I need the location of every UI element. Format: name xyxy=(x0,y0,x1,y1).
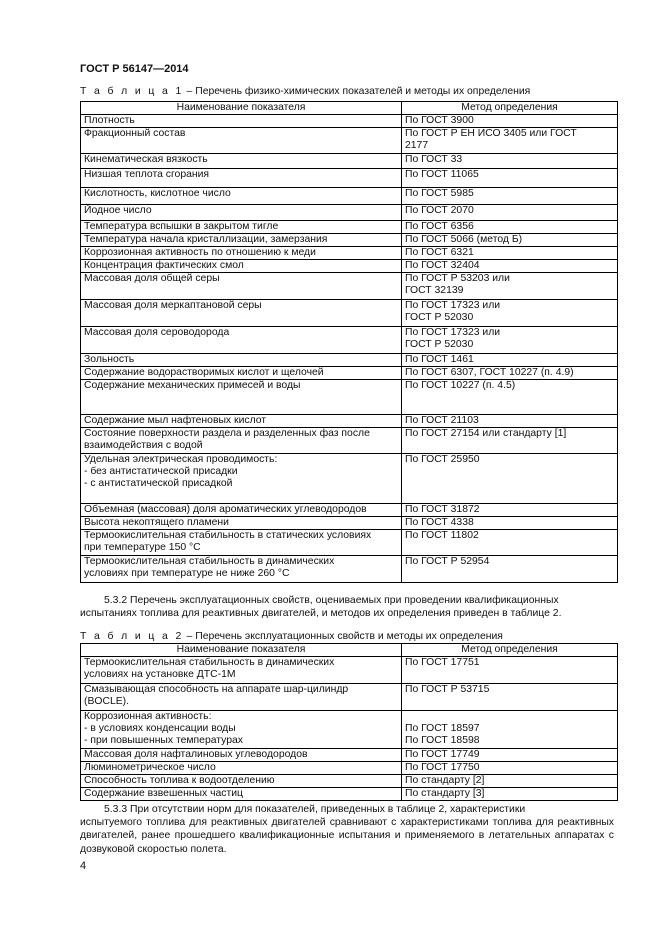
cell-text-line: По ГОСТ 6321 xyxy=(405,247,474,258)
cell-text-line: Термоокислительная стабильность в статических условиях xyxy=(84,530,372,541)
method-cell xyxy=(402,415,618,428)
table-row xyxy=(81,169,618,188)
cell-text-line: Температура начала кристаллизации, замерзания xyxy=(84,234,328,245)
cell-text-line: По ГОСТ Р 53203 или xyxy=(405,273,510,284)
cell-text-line: (BOCLE). xyxy=(84,696,130,707)
cell-text-line: По ГОСТ 17751 xyxy=(405,657,480,668)
method-cell xyxy=(402,657,618,684)
method-cell xyxy=(402,354,618,367)
table-row xyxy=(81,327,618,354)
cell-text-line: Термоокислительная стабильность в динамических xyxy=(84,556,335,567)
table-row xyxy=(81,556,618,583)
indicator-name-cell xyxy=(81,380,402,415)
indicator-name-cell xyxy=(81,428,402,454)
method-cell xyxy=(402,188,618,205)
cell-text-line: Массовая доля меркаптановой серы xyxy=(84,300,262,311)
cell-text-line: ГОСТ 32139 xyxy=(405,285,464,296)
cell-text-line: - при повышенных температурах xyxy=(84,735,243,746)
method-cell xyxy=(402,517,618,530)
indicator-name-cell xyxy=(81,154,402,169)
cell-text-line: Массовая доля сероводорода xyxy=(84,327,230,338)
method-cell xyxy=(402,428,618,454)
indicator-name-cell xyxy=(81,115,402,128)
cell-text-line: По ГОСТ 25950 xyxy=(405,454,480,465)
indicator-name-cell xyxy=(81,354,402,367)
cell-text-line: По ГОСТ 32404 xyxy=(405,260,480,271)
cell-text-line: По ГОСТ 17750 xyxy=(405,762,480,773)
method-cell xyxy=(402,749,618,762)
indicator-name-cell xyxy=(81,504,402,517)
method-cell xyxy=(402,684,618,711)
table-row xyxy=(81,273,618,300)
indicator-name-cell xyxy=(81,300,402,327)
table-row xyxy=(81,247,618,260)
cell-text-line: Фракционный состав xyxy=(84,128,186,139)
page-number: 4 xyxy=(80,860,87,872)
paragraph-5-3-2-rest: испытаниях топлива для реактивных двигателей, и методов их определения приведен в таблице 2. xyxy=(80,608,562,620)
table-row xyxy=(81,711,618,749)
indicator-name-cell xyxy=(81,234,402,247)
cell-text-line: Содержание водорастворимых кислот и щелочей xyxy=(84,367,324,378)
cell-text-line: условиях при температуре не ниже 260 °С xyxy=(84,568,290,579)
cell-text-line: Высота некоптящего пламени xyxy=(84,517,229,528)
cell-text-line: Температура вспышки в закрытом тигле xyxy=(84,221,279,232)
table-row xyxy=(81,749,618,762)
method-cell xyxy=(402,221,618,234)
paragraph-5-3-3-first-line: 5.3.3 При отсутствии норм для показателей, приведенных в таблице 2, характеристики xyxy=(104,804,526,815)
table-row xyxy=(81,205,618,221)
table2-caption xyxy=(80,631,503,642)
paragraph-5-3-3-rest: испытуемого топлива для реактивных двигателей сравнивают с характеристиками топлива для реактивных двигателей, ранее прошедшего квалификационные испытания и применяемого в летательных аппаратах с дозвуковой скоростью полета. xyxy=(80,817,614,855)
cell-text-line: По ГОСТ 27154 или стандарту [1] xyxy=(405,428,567,439)
method-cell xyxy=(402,205,618,221)
indicator-name-cell xyxy=(81,517,402,530)
method-cell xyxy=(402,380,618,415)
indicator-name-cell xyxy=(81,367,402,380)
table-row xyxy=(81,454,618,504)
method-cell xyxy=(402,169,618,188)
table-row xyxy=(81,504,618,517)
cell-text-line: По ГОСТ 18597 xyxy=(405,723,480,734)
cell-text-line: По ГОСТ 3900 xyxy=(405,115,474,126)
cell-text-line: По стандарту [2] xyxy=(405,775,485,786)
cell-text-line: Способность топлива к водоотделению xyxy=(84,775,275,786)
cell-text-line: По ГОСТ 21103 xyxy=(405,415,479,426)
method-cell xyxy=(402,504,618,517)
paragraph-5-3-2 xyxy=(80,594,614,620)
method-cell xyxy=(402,556,618,583)
indicator-name-cell xyxy=(81,762,402,775)
cell-text-line: По ГОСТ Р ЕН ИСО 3405 или ГОСТ xyxy=(405,128,577,139)
cell-text-line: Содержание взвешенных частиц xyxy=(84,788,244,799)
cell-text-line: Массовая доля общей серы xyxy=(84,273,220,284)
cell-text-line: условиях на установке ДТС-1М xyxy=(84,669,236,680)
table-row xyxy=(81,188,618,205)
cell-text-line: - в условиях конденсации воды xyxy=(84,723,236,734)
cell-text-line: Массовая доля нафталиновых углеводородов xyxy=(84,749,308,760)
cell-text-line: По ГОСТ 1461 xyxy=(405,354,474,365)
cell-text-line: По ГОСТ 10227 (п. 4.5) xyxy=(405,380,516,391)
method-cell xyxy=(402,128,618,154)
method-cell xyxy=(402,154,618,169)
cell-text-line: По ГОСТ 17749 xyxy=(405,749,480,760)
cell-text-line: Состояние поверхности раздела и разделенных фаз после xyxy=(84,428,370,439)
indicator-name-cell xyxy=(81,711,402,749)
table-row xyxy=(81,530,618,556)
cell-text-line: Низшая теплота сгорания xyxy=(84,169,210,180)
cell-text-line: Люминометрическое число xyxy=(84,762,216,773)
table-row xyxy=(81,762,618,775)
indicator-name-cell xyxy=(81,128,402,154)
table-row xyxy=(81,354,618,367)
method-cell xyxy=(402,247,618,260)
table2-header-name: Наименование показателя xyxy=(81,644,402,657)
cell-text-line: Коррозионная активность: xyxy=(84,711,212,722)
method-cell xyxy=(402,454,618,504)
indicator-name-cell xyxy=(81,415,402,428)
table-row xyxy=(81,775,618,788)
cell-text-line: Йодное число xyxy=(84,205,152,216)
table2-caption-text: – Перечень эксплуатационных свойств и методы их определения xyxy=(183,631,503,642)
cell-text-line: Коррозионная активность по отношению к меди xyxy=(84,247,316,258)
table1-caption-label: Т а б л и ц а 1 xyxy=(80,86,184,97)
table1-physico-chemical xyxy=(80,101,618,583)
cell-text-line: Плотность xyxy=(84,115,135,126)
cell-text-line: - с антистатической присадкой xyxy=(84,478,233,489)
cell-text-line: Смазывающая способность на аппарате шар-цилиндр xyxy=(84,684,349,695)
table-row xyxy=(81,234,618,247)
indicator-name-cell xyxy=(81,221,402,234)
indicator-name-cell xyxy=(81,788,402,801)
cell-text-line: По ГОСТ 5066 (метод Б) xyxy=(405,234,523,245)
method-cell xyxy=(402,367,618,380)
cell-text-line: По ГОСТ 5985 xyxy=(405,188,474,199)
table-row xyxy=(81,657,618,684)
cell-text-line: По стандарту [3] xyxy=(405,788,485,799)
method-cell xyxy=(402,260,618,273)
cell-text-line: По ГОСТ 11802 xyxy=(405,530,479,541)
table-row xyxy=(81,517,618,530)
table2-operational-properties xyxy=(80,643,618,801)
cell-text-line: Содержание мыл нафтеновых кислот xyxy=(84,415,267,426)
indicator-name-cell xyxy=(81,749,402,762)
indicator-name-cell xyxy=(81,657,402,684)
cell-text-line xyxy=(405,711,614,723)
table2-caption-label: Т а б л и ц а 2 xyxy=(80,631,184,642)
cell-text-line: Удельная электрическая проводимость: xyxy=(84,454,278,465)
indicator-name-cell xyxy=(81,260,402,273)
indicator-name-cell xyxy=(81,454,402,504)
indicator-name-cell xyxy=(81,684,402,711)
table-row xyxy=(81,367,618,380)
cell-text-line: По ГОСТ 18598 xyxy=(405,735,480,746)
indicator-name-cell xyxy=(81,556,402,583)
cell-text-line: По ГОСТ 17323 или xyxy=(405,300,501,311)
table-row xyxy=(81,128,618,154)
cell-text-line: Кинематическая вязкость xyxy=(84,154,208,165)
cell-text-line: По ГОСТ 33 xyxy=(405,154,463,165)
table-row xyxy=(81,221,618,234)
method-cell xyxy=(402,775,618,788)
cell-text-line: при температуре 150 °С xyxy=(84,542,201,553)
table1-caption xyxy=(80,86,530,97)
paragraph-5-3-3 xyxy=(80,803,614,856)
cell-text-line: Концентрация фактических смол xyxy=(84,260,244,271)
cell-text-line: По ГОСТ Р 52954 xyxy=(405,556,490,567)
cell-text-line: По ГОСТ 6307, ГОСТ 10227 (п. 4.9) xyxy=(405,367,574,378)
cell-text-line: взаимодействия с водой xyxy=(84,440,203,451)
table-row xyxy=(81,684,618,711)
indicator-name-cell xyxy=(81,327,402,354)
cell-text-line: - без антистатической присадки xyxy=(84,466,238,477)
method-cell xyxy=(402,762,618,775)
method-cell xyxy=(402,530,618,556)
cell-text-line: По ГОСТ 2070 xyxy=(405,205,474,216)
indicator-name-cell xyxy=(81,530,402,556)
indicator-name-cell xyxy=(81,775,402,788)
table2-header-method: Метод определения xyxy=(402,644,618,657)
cell-text-line: 2177 xyxy=(405,140,429,151)
cell-text-line: По ГОСТ 17323 или xyxy=(405,327,501,338)
cell-text-line: Содержание механических примесей и воды xyxy=(84,380,301,391)
table1-header-method: Метод определения xyxy=(402,102,618,115)
table1-header-name: Наименование показателя xyxy=(81,102,402,115)
table-row xyxy=(81,260,618,273)
cell-text-line: По ГОСТ 11065 xyxy=(405,169,479,180)
indicator-name-cell xyxy=(81,188,402,205)
table1-caption-text: – Перечень физико-химических показателей и методы их определения xyxy=(183,86,531,97)
indicator-name-cell xyxy=(81,169,402,188)
table-row xyxy=(81,380,618,415)
table-row xyxy=(81,428,618,454)
method-cell xyxy=(402,115,618,128)
cell-text-line: Объемная (массовая) доля ароматических углеводородов xyxy=(84,504,367,515)
table-row xyxy=(81,300,618,327)
cell-text-line: Зольность xyxy=(84,354,135,365)
cell-text-line: ГОСТ Р 52030 xyxy=(405,312,474,323)
indicator-name-cell xyxy=(81,273,402,300)
table-row xyxy=(81,788,618,801)
method-cell xyxy=(402,234,618,247)
method-cell xyxy=(402,273,618,300)
document-header: ГОСТ Р 56147—2014 xyxy=(80,63,189,75)
table-row xyxy=(81,115,618,128)
method-cell xyxy=(402,327,618,354)
indicator-name-cell xyxy=(81,205,402,221)
method-cell xyxy=(402,788,618,801)
method-cell xyxy=(402,300,618,327)
cell-text-line: По ГОСТ Р 53715 xyxy=(405,684,490,695)
cell-text-line: Термоокислительная стабильность в динамических xyxy=(84,657,335,668)
table-row xyxy=(81,154,618,169)
indicator-name-cell xyxy=(81,247,402,260)
paragraph-5-3-2-first-line: 5.3.2 Перечень эксплуатационных свойств, оцениваемых при проведении квалификационных xyxy=(104,595,559,606)
cell-text-line: По ГОСТ 4338 xyxy=(405,517,474,528)
cell-text-line: По ГОСТ 6356 xyxy=(405,221,474,232)
cell-text-line: ГОСТ Р 52030 xyxy=(405,339,474,350)
cell-text-line: По ГОСТ 31872 xyxy=(405,504,480,515)
method-cell xyxy=(402,711,618,749)
cell-text-line: Кислотность, кислотное число xyxy=(84,188,231,199)
table-row xyxy=(81,415,618,428)
